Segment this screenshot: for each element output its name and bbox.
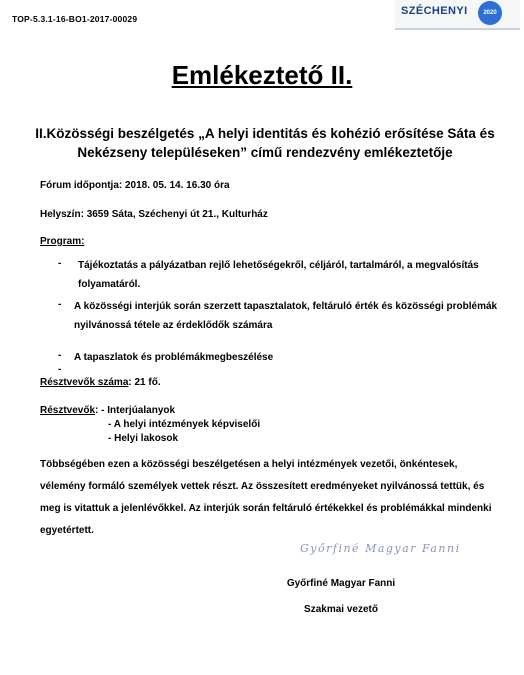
participants-count-line (40, 377, 161, 388)
participants-label: Résztvevők (40, 405, 96, 416)
participant-item: : - Interjúalanyok (95, 405, 176, 416)
program-item: A közösségi interjúk során szerzett tapasztalatok, feltáruló érték és közösségi problémák nyilvánossá tétele az érdeklődők számára (74, 301, 498, 331)
event-heading: II.Közösségi beszélgetés „A helyi identitás és kohézió erősítése Sáta és Nekézseny településeken” című rendezvény emlékeztetője (35, 126, 495, 160)
list-dash: - (58, 299, 62, 310)
logo-emblem-icon (478, 1, 502, 25)
participants-count-value: : 21 fő. (128, 377, 161, 388)
forum-value: 2018. 05. 14. 16.30 óra (125, 180, 230, 191)
program-item: A tapaszlatok és problémákmegbeszélése (74, 352, 274, 363)
handwritten-signature: Győrfiné Magyar Fanni (300, 542, 461, 555)
logo-year: 2020 (483, 10, 497, 16)
project-code: TOP-5.3.1-16-BO1-2017-00029 (12, 14, 138, 24)
location-value: 3659 Sáta, Széchenyi út 21., Kulturház (86, 209, 268, 220)
forum-label: Fórum időpontja: (40, 180, 123, 191)
location-label: Helyszín: (40, 209, 84, 220)
logo-stripe (395, 28, 520, 30)
program-item: Tájékoztatás a pályázatban rejlő lehetőségekről, céljáról, tartalmáról, a megvalósítás folyamatáról. (78, 260, 479, 290)
signatory-name: Győrfiné Magyar Fanni (286, 578, 396, 589)
participants-count-label: Résztvevők száma (40, 377, 129, 388)
program-label: Program: (40, 236, 85, 247)
participants-line (40, 405, 175, 416)
location-line (40, 209, 268, 220)
summary-paragraph: Többségében ezen a közösségi beszélgetésen a helyi intézmények vezetői, önkéntesek, vélemény formáló személyek vettek részt. Az összesített eredményeket nyilvánossá tettük, és meg is vitattuk a jelenlévőkkel. Az interjúk során feltáruló értékekkel és problémákkal mindenki egyetértett. (40, 459, 492, 536)
list-dash: - (58, 258, 62, 269)
participant-item: - A helyi intézmények képviselői (108, 419, 261, 430)
list-dash: - (58, 364, 62, 375)
logo-text: SZÉCHENYI (401, 5, 468, 17)
page-title: Emlékeztető II. (171, 60, 353, 90)
participant-item: - Helyi lakosok (108, 433, 179, 444)
list-dash: - (58, 350, 62, 361)
forum-line (40, 180, 230, 191)
signatory-role: Szakmai vezető (304, 604, 378, 615)
